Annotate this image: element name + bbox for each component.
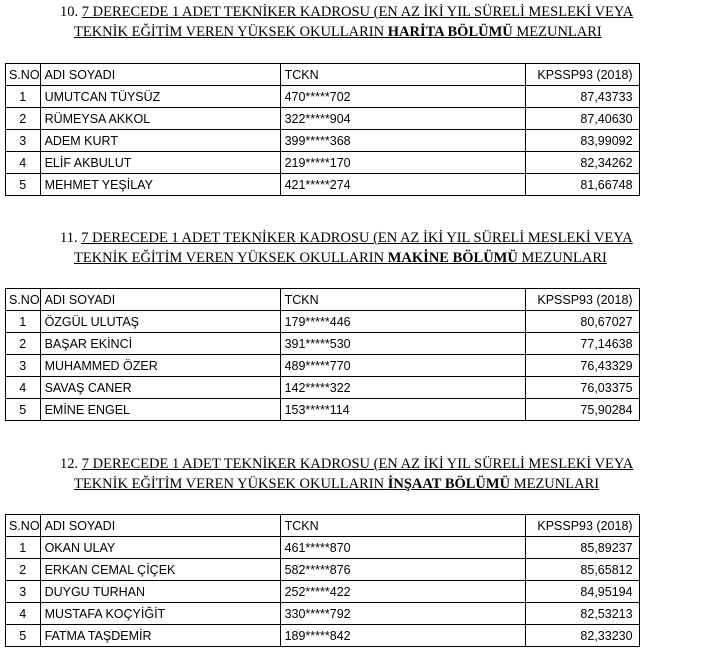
row-name: BAŞAR EKİNCİ: [40, 333, 280, 355]
row-tckn: 391*****530: [280, 333, 525, 355]
department-name: HARİTA BÖLÜMÜ: [387, 24, 513, 40]
row-tckn: 421*****274: [280, 174, 525, 196]
row-tckn: 142*****322: [280, 377, 525, 399]
col-header-name: ADI SOYADI: [40, 64, 280, 86]
row-name: DUYGU TURHAN: [40, 581, 280, 603]
row-sno: 3: [6, 581, 41, 603]
row-tckn: 489*****770: [280, 355, 525, 377]
row-sno: 5: [6, 399, 41, 421]
row-tckn: 399*****368: [280, 130, 525, 152]
heading-line-2-end: MEZUNLARI: [513, 476, 600, 492]
row-score: 75,90284: [525, 399, 639, 421]
row-name: EMİNE ENGEL: [40, 399, 280, 421]
table-row: [6, 399, 640, 421]
heading-line-1: 7 DERECEDE 1 ADET TEKNİKER KADROSU (EN AZ İKİ YIL SÜRELİ MESLEKİ VEYA: [81, 4, 634, 20]
row-tckn: 461*****870: [280, 537, 525, 559]
department-name: İNŞAAT BÖLÜMÜ: [387, 476, 511, 492]
candidates-table: [5, 288, 640, 421]
row-score: 87,43733: [525, 86, 639, 108]
col-header-score: KPSSP93 (2018): [525, 64, 639, 86]
heading-line-2: TEKNİK EĞİTİM VEREN YÜKSEK OKULLARIN: [74, 24, 385, 40]
table-row: [6, 333, 640, 355]
table-row: [6, 174, 640, 196]
row-sno: 4: [6, 377, 41, 399]
row-tckn: 252*****422: [280, 581, 525, 603]
col-header-tckn: TCKN: [280, 64, 525, 86]
row-sno: 1: [6, 311, 41, 333]
heading-line-1: 7 DERECEDE 1 ADET TEKNİKER KADROSU (EN AZ İKİ YIL SÜRELİ MESLEKİ VEYA: [81, 456, 634, 472]
row-name: OKAN ULAY: [40, 537, 280, 559]
row-score: 76,03375: [525, 377, 639, 399]
table-row: [6, 86, 640, 108]
table-row: [6, 559, 640, 581]
department-name: MAKİNE BÖLÜMÜ: [387, 250, 518, 266]
row-name: UMUTCAN TÜYSÜZ: [40, 86, 280, 108]
row-tckn: 189*****842: [280, 625, 525, 647]
table-row: [6, 130, 640, 152]
heading-line-2-end: MEZUNLARI: [516, 24, 602, 40]
col-header-name: ADI SOYADI: [40, 515, 280, 537]
row-score: 80,67027: [525, 311, 639, 333]
table-row: [6, 625, 640, 647]
row-tckn: 582*****876: [280, 559, 525, 581]
col-header-score: KPSSP93 (2018): [525, 289, 639, 311]
table-header-row: [6, 515, 640, 537]
row-name: MEHMET YEŞİLAY: [40, 174, 280, 196]
row-sno: 3: [6, 130, 41, 152]
col-header-name: ADI SOYADI: [40, 289, 280, 311]
table-row: [6, 152, 640, 174]
row-sno: 3: [6, 355, 41, 377]
row-score: 82,53213: [525, 603, 639, 625]
row-score: 81,66748: [525, 174, 639, 196]
col-header-sno: S.NO: [6, 64, 41, 86]
row-score: 87,40630: [525, 108, 639, 130]
row-sno: 1: [6, 537, 41, 559]
row-name: FATMA TAŞDEMİR: [40, 625, 280, 647]
row-sno: 4: [6, 152, 41, 174]
row-tckn: 322*****904: [280, 108, 525, 130]
table-row: [6, 537, 640, 559]
row-sno: 4: [6, 603, 41, 625]
row-name: RÜMEYSA AKKOL: [40, 108, 280, 130]
table-row: [6, 581, 640, 603]
row-score: 85,65812: [525, 559, 639, 581]
table-row: [6, 311, 640, 333]
section-number: 11.: [60, 230, 78, 246]
row-name: ÖZGÜL ULUTAŞ: [40, 311, 280, 333]
table-row: [6, 603, 640, 625]
row-name: SAVAŞ CANER: [40, 377, 280, 399]
row-name: MUSTAFA KOÇYİĞİT: [40, 603, 280, 625]
row-score: 77,14638: [525, 333, 639, 355]
row-sno: 2: [6, 559, 41, 581]
col-header-sno: S.NO: [6, 289, 41, 311]
row-score: 83,99092: [525, 130, 639, 152]
heading-line-2-end: MEZUNLARI: [521, 250, 607, 266]
col-header-sno: S.NO: [6, 515, 41, 537]
section-number: 10.: [60, 4, 79, 20]
col-header-score: KPSSP93 (2018): [525, 515, 639, 537]
col-header-tckn: TCKN: [280, 515, 525, 537]
row-name: ADEM KURT: [40, 130, 280, 152]
row-name: MUHAMMED ÖZER: [40, 355, 280, 377]
table-row: [6, 108, 640, 130]
candidates-table: [5, 514, 640, 647]
heading-line-1: 7 DERECEDE 1 ADET TEKNİKER KADROSU (EN AZ İKİ YIL SÜRELİ MESLEKİ VEYA: [81, 230, 633, 246]
table-row: [6, 355, 640, 377]
section-number: 12.: [60, 456, 79, 472]
row-name: ELİF AKBULUT: [40, 152, 280, 174]
row-tckn: 219*****170: [280, 152, 525, 174]
heading-line-2: TEKNİK EĞİTİM VEREN YÜKSEK OKULLARIN: [74, 476, 385, 492]
table-header-row: [6, 289, 640, 311]
table-row: [6, 377, 640, 399]
row-name: ERKAN CEMAL ÇİÇEK: [40, 559, 280, 581]
row-score: 84,95194: [525, 581, 639, 603]
row-tckn: 470*****702: [280, 86, 525, 108]
row-score: 82,34262: [525, 152, 639, 174]
row-tckn: 153*****114: [280, 399, 525, 421]
row-score: 85,89237: [525, 537, 639, 559]
row-sno: 5: [6, 174, 41, 196]
row-sno: 2: [6, 108, 41, 130]
col-header-tckn: TCKN: [280, 289, 525, 311]
row-sno: 1: [6, 86, 41, 108]
heading-line-2: TEKNİK EĞİTİM VEREN YÜKSEK OKULLARIN: [74, 250, 385, 266]
row-sno: 2: [6, 333, 41, 355]
row-sno: 5: [6, 625, 41, 647]
row-tckn: 330*****792: [280, 603, 525, 625]
row-tckn: 179*****446: [280, 311, 525, 333]
table-header-row: [6, 64, 640, 86]
row-score: 76,43329: [525, 355, 639, 377]
candidates-table: [5, 63, 640, 196]
row-score: 82,33230: [525, 625, 639, 647]
